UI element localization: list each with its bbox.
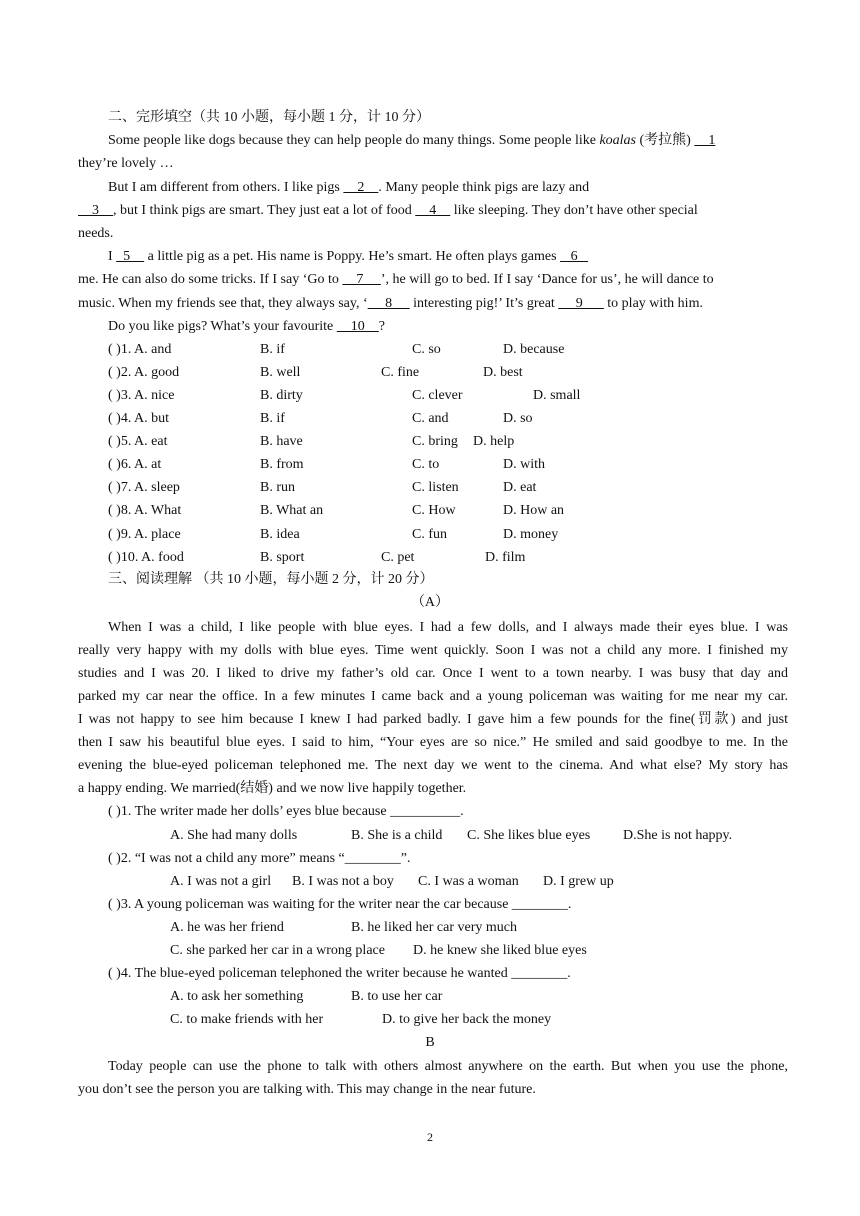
cloze-q1-option-a: ( )1. A. and xyxy=(108,342,172,357)
cloze-q3-option-c: C. clever xyxy=(412,388,463,403)
cloze-q6-option-b: B. from xyxy=(260,457,304,472)
cloze-para-3-line-2: me. He can also do some tricks. If I say ‘Go to 7 ’, he will go to bed. If I say ‘Dance for us’, he will dance to xyxy=(78,272,714,287)
reading-q1: ( )1. The writer made her dolls’ eyes blue because __________. xyxy=(108,804,464,819)
blank-4: 4 xyxy=(415,203,451,218)
cloze-para-1-line-1: Some people like dogs because they can help people do many things. Some people like koalas (考拉熊) 1 xyxy=(108,133,716,148)
cloze-q3-option-d: D. small xyxy=(533,388,581,403)
cloze-q7-option-b: B. run xyxy=(260,480,295,495)
cloze-q6-option-c: C. to xyxy=(412,457,440,472)
reading-q1-option-b: B. She is a child xyxy=(351,828,443,843)
passage-a-line: parked my car near the office. In a few minutes I came back and a young policeman was waiting for me near my car. xyxy=(78,689,788,704)
cloze-q10-option-a: ( )10. A. food xyxy=(108,550,184,565)
cloze-q9-option-d: D. money xyxy=(503,527,559,542)
reading-q4-option-d: D. to give her back the money xyxy=(382,1012,552,1027)
blank-8: 8 xyxy=(367,296,410,311)
reading-q1-option-d: D.She is not happy. xyxy=(623,828,733,843)
cloze-q8-option-d: D. How an xyxy=(503,503,565,518)
cloze-q10-option-c: C. pet xyxy=(381,550,415,565)
cloze-q6-option-d: D. with xyxy=(503,457,545,472)
cloze-q1-option-c: C. so xyxy=(412,342,441,357)
cloze-q5-option-d: D. help xyxy=(473,434,515,449)
cloze-q4-option-b: B. if xyxy=(260,411,285,426)
reading-q4-option-c: C. to make friends with her xyxy=(170,1012,324,1027)
blank-10: 10 xyxy=(336,319,379,334)
reading-q4-option-b: B. to use her car xyxy=(351,989,443,1004)
cloze-q7-option-c: C. listen xyxy=(412,480,459,495)
cloze-q10-option-d: D. film xyxy=(485,550,526,565)
reading-q3-option-a: A. he was her friend xyxy=(170,920,284,935)
cloze-q8-option-a: ( )8. A. What xyxy=(108,503,182,518)
blank-7: 7 xyxy=(342,272,381,287)
reading-q2: ( )2. “I was not a child any more” means “________”. xyxy=(108,851,411,866)
cloze-para-2-line-3: needs. xyxy=(78,226,114,241)
cloze-para-2-line-2: 3 , but I think pigs are smart. They just eat a lot of food 4 like sleeping. They don’t have other special xyxy=(78,203,698,218)
reading-q2-option-a: A. I was not a girl xyxy=(170,874,272,889)
cloze-q1-option-b: B. if xyxy=(260,342,285,357)
cloze-q3-option-b: B. dirty xyxy=(260,388,303,403)
cloze-q3-option-a: ( )3. A. nice xyxy=(108,388,175,403)
passage-a-line: then I saw his beautiful blue eyes. I said to him, “Your eyes are so nice.” He smiled and said goodbye to me. In the xyxy=(78,735,788,750)
reading-q2-option-b: B. I was not a boy xyxy=(292,874,394,889)
blank-6: 6 xyxy=(560,249,589,264)
blank-5: 5 xyxy=(116,249,145,264)
cloze-q9-option-b: B. idea xyxy=(260,527,300,542)
passage-b-line: Today people can use the phone to talk with others almost anywhere on the earth. But when you use the phone, xyxy=(108,1059,788,1074)
section-a-title: （A） xyxy=(410,595,450,610)
reading-q3-option-d: D. he knew she liked blue eyes xyxy=(413,943,587,958)
cloze-q7-option-d: D. eat xyxy=(503,480,537,495)
cloze-para-3-line-1: I 5 a little pig as a pet. His name is Poppy. He’s smart. He often plays games 6 xyxy=(108,249,589,264)
reading-q4: ( )4. The blue-eyed policeman telephoned the writer because he wanted ________. xyxy=(108,966,571,981)
passage-a-line: I was not happy to see him because I knew I had parked badly. I gave him a few pounds for the fine(罚款) and just xyxy=(78,712,788,727)
blank-3: 3 xyxy=(78,203,113,218)
cloze-q8-option-b: B. What an xyxy=(260,503,324,518)
passage-a xyxy=(78,618,788,776)
cloze-heading: 二、完形填空（共 10 小题，每小题 1 分，计 10 分） xyxy=(108,110,430,125)
cloze-q4-option-a: ( )4. A. but xyxy=(108,411,170,426)
cloze-q8-option-c: C. How xyxy=(412,503,456,518)
reading-q2-option-c: C. I was a woman xyxy=(418,874,519,889)
reading-q1-option-a: A. She had many dolls xyxy=(170,828,298,843)
passage-a-line: evening the blue-eyed policeman telephoned me. The next day we went to the cinema. And what else? My story has xyxy=(78,758,788,773)
passage-b-last-line: you don’t see the person you are talking with. This may change in the near future. xyxy=(78,1082,536,1097)
blank-2: 2 xyxy=(343,180,379,195)
page-number: 2 xyxy=(427,1130,433,1144)
reading-heading: 三、阅读理解 （共 10 小题，每小题 2 分，计 20 分） xyxy=(108,572,434,587)
blank-1: 1 xyxy=(694,133,716,148)
cloze-para-3-line-3: music. When my friends see that, they always say, ‘ 8 interesting pig!’ It’s great 9 to play with him. xyxy=(78,296,703,311)
cloze-q2-option-b: B. well xyxy=(260,365,301,380)
cloze-q5-option-b: B. have xyxy=(260,434,303,449)
cloze-q4-option-d: D. so xyxy=(503,411,533,426)
cloze-q2-option-a: ( )2. A. good xyxy=(108,365,180,380)
cloze-q5-option-c: C. bring xyxy=(412,434,458,449)
cloze-q10-option-b: B. sport xyxy=(260,550,305,565)
cloze-q4-option-c: C. and xyxy=(412,411,449,426)
cloze-q6-option-a: ( )6. A. at xyxy=(108,457,162,472)
passage-a-line: When I was a child, I like people with blue eyes. I had a few dolls, and I always made their eyes blue. I was xyxy=(108,620,788,635)
section-b-title: B xyxy=(425,1035,435,1050)
cloze-q5-option-a: ( )5. A. eat xyxy=(108,434,168,449)
passage-a-last-line: a happy ending. We married(结婚) and we now live happily together. xyxy=(78,781,467,796)
reading-q3: ( )3. A young policeman was waiting for the writer near the car because ________. xyxy=(108,897,572,912)
passage-a-line: studies and I was 20. I liked to drive my father’s old car. Once I went to a town nearby. I was busy that day and xyxy=(78,666,788,681)
reading-q3-option-c: C. she parked her car in a wrong place xyxy=(170,943,385,958)
cloze-q9-option-a: ( )9. A. place xyxy=(108,527,181,542)
cloze-para-2-line-1: But I am different from others. I like pigs 2 . Many people think pigs are lazy and xyxy=(108,180,590,195)
reading-q1-option-c: C. She likes blue eyes xyxy=(467,828,591,843)
cloze-para-1-line-2: they’re lovely … xyxy=(78,156,174,171)
cloze-q7-option-a: ( )7. A. sleep xyxy=(108,480,180,495)
cloze-q2-option-d: D. best xyxy=(483,365,523,380)
cloze-q9-option-c: C. fun xyxy=(412,527,447,542)
blank-9: 9 xyxy=(558,296,604,311)
reading-q2-option-d: D. I grew up xyxy=(543,874,614,889)
cloze-q2-option-c: C. fine xyxy=(381,365,420,380)
reading-q4-option-a: A. to ask her something xyxy=(170,989,304,1004)
cloze-q1-option-d: D. because xyxy=(503,342,565,357)
cloze-para-4: Do you like pigs? What’s your favourite 10 ? xyxy=(108,319,385,334)
passage-b xyxy=(78,1057,788,1077)
passage-a-line: really very happy with my dolls with blue eyes. Time went quickly. Soon I was not a child any more. I finished my xyxy=(78,643,788,658)
reading-q3-option-b: B. he liked her car very much xyxy=(351,920,517,935)
